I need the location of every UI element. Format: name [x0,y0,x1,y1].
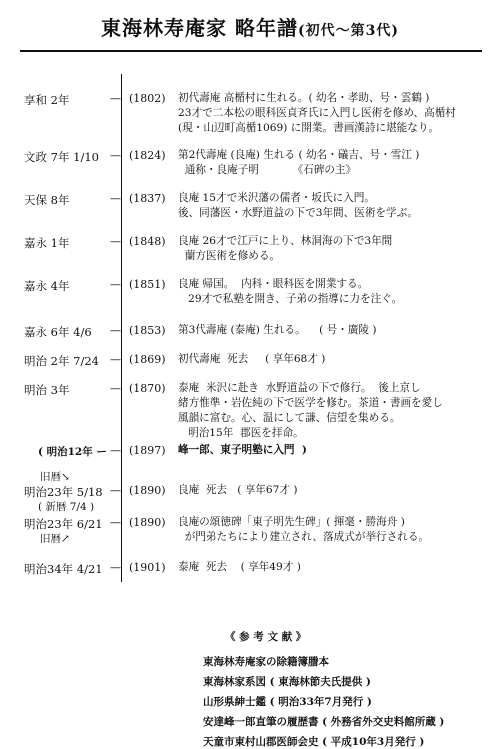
timeline-description [178,91,456,136]
description-line: が門弟たちにより建立され、落成式が挙行される。 [178,531,430,543]
title-sub: (初代〜第3代) [297,23,399,39]
timeline-tick: — [110,484,121,497]
timeline-year: (1901) [129,561,166,574]
description-line: 泰庵 死去 ( 享年49才 ) [178,561,301,573]
timeline-era: 天保 8年 [24,193,70,207]
description-line: 蘭方医術を修める。 [178,250,281,262]
page-title [0,12,500,41]
references-title: 《 参 考 文 献 》 [225,631,307,643]
reference-item: 安達峰一郎直筆の履歴書 ( 外務省外交史料館所蔵 ) [203,716,445,728]
timeline-tick: — [110,235,121,248]
description-line: 第2代壽庵 (良庵) 生れる ( 幼名・礒吉、号・雪江 ) [178,149,420,161]
timeline-era: 明治23年 6/21 [24,517,103,531]
timeline-year: (1824) [129,149,166,162]
timeline-description [178,277,402,307]
title-divider [20,50,482,52]
timeline-tick: — [110,149,121,162]
reference-item: 東海林寿庵家の除籍簿謄本 [203,656,329,668]
timeline-era: 嘉永 1年 [24,236,70,250]
lunar-calendar-note: 旧暦↘ [40,471,70,483]
calendar-note: 旧暦↗ [40,533,70,545]
description-line: 良庵 26才で江戸に上り、林洞海の下で3年間 [178,235,393,247]
calendar-note: ( 新暦 7/4 ) [38,501,95,513]
description-line: 明治15年 郡医を拝命。 [178,427,304,439]
timeline-description [178,191,418,221]
description-line: 良庵 15才で米沢藩の儒者・坂氏に入門。 [178,192,375,204]
timeline-year: (1870) [129,382,166,395]
timeline-tick: — [110,92,121,105]
timeline-year: (1869) [129,353,166,366]
timeline-tick: — [110,278,121,291]
timeline-tick: — [110,353,121,366]
description-line: 後、同藩医・水野道益の下で3年間、医術を学ぶ。 [178,207,419,219]
timeline-era: 明治23年 5/18 [24,485,103,499]
timeline-era: 文政 7年 1/10 [24,150,99,164]
timeline-description [178,352,325,367]
timeline-description [178,323,377,338]
timeline-description [178,443,307,458]
description-line: 良庵 帰国。 内科・眼科医を開業する。 [178,278,369,290]
timeline-axis [121,74,122,582]
reference-item: 山形県紳士鑑 ( 明治33年7月発行 ) [203,696,372,708]
timeline-era: 明治 3年 [24,383,70,397]
description-line: 緒方惟準・岩佐純の下で医学を修む。茶道・書画を愛し [178,397,443,409]
timeline-era: ( 明治12年 ー [38,446,107,458]
timeline-year: (1890) [129,516,166,529]
timeline-era: 明治 2年 7/24 [24,354,99,368]
reference-item: 天童市東村山郡医師会史 ( 平成10年3月発行 ) [203,736,425,748]
timeline-description [178,483,297,498]
timeline-era: 嘉永 6年 4/6 [24,325,92,339]
timeline-year: (1802) [129,92,166,105]
description-line: 良庵 死去 ( 享年67才 ) [178,484,298,496]
timeline-tick: — [110,444,121,457]
timeline-tick: — [110,382,121,395]
title-main: 東海林寿庵家 略年譜 [101,16,298,40]
timeline-year: (1853) [129,324,166,337]
timeline-description [178,560,301,575]
timeline-year: (1890) [129,484,166,497]
timeline-tick: — [110,561,121,574]
description-line: 良庵の頌徳碑「東子明先生碑」( 揮毫・勝海舟 ) [178,516,405,528]
description-line: 通称・良庵子明 《石碑の主》 [178,164,357,176]
timeline-era: 嘉永 4年 [24,279,70,293]
description-line: 泰庵 米沢に赴き 水野道益の下で修行。 後上京し [178,382,421,394]
description-line: 23才で二本松の眼科医貞斉氏に入門し医術を修め、高楯村 [178,107,456,119]
timeline-tick: — [110,192,121,205]
description-line: 第3代壽庵 (泰庵) 生れる。 ( 号・廣陵 ) [178,324,377,336]
description-line: 風韻に富む。心、温にして謙、信望を集める。 [178,412,401,424]
timeline-year: (1897) [129,444,166,457]
description-line: 29才で私塾を開き、子弟の指導に力を注ぐ。 [178,293,403,305]
timeline-tick: — [110,516,121,529]
description-line: 初代壽庵 高楯村に生れる。( 幼名・孝助、号・雲鶴 ) [178,92,430,104]
timeline-description [178,234,392,264]
timeline-era: 享和 2年 [24,93,70,107]
timeline-description [178,148,419,178]
timeline-year: (1837) [129,192,166,205]
timeline-description [178,381,443,441]
reference-item: 東海林家系図 ( 東海林節夫氏提供 ) [203,676,371,688]
timeline-year: (1848) [129,235,166,248]
timeline-year: (1851) [129,278,166,291]
timeline-tick: — [110,324,121,337]
description-line: 初代壽庵 死去 ( 享年68才 ) [178,353,326,365]
timeline-era: 明治34年 4/21 [24,562,103,576]
description-line: (現・山辺町高楯1069) に開業。書画漢詩に堪能なり。 [178,122,440,134]
description-line: 峰一郎、東子明塾に入門 ) [178,444,307,456]
timeline-description [178,515,429,545]
